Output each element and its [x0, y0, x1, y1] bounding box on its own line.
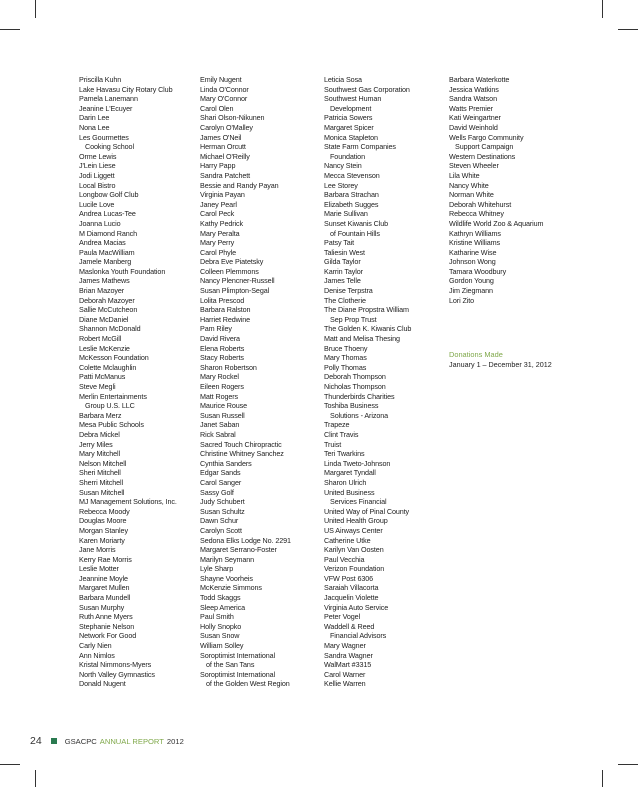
donor-name: US Airways Center: [324, 525, 383, 535]
donor-name: James Telle: [324, 276, 361, 286]
donor-name: Deborah Whitehurst: [449, 199, 512, 209]
donor-name: MJ Management Solutions, Inc.: [79, 497, 177, 507]
donor-name: Mary Wagner: [324, 641, 366, 651]
donor-name: Robert McGill: [79, 334, 122, 344]
donor-name: Lee Storey: [324, 180, 358, 190]
donor-name: Susan Mitchell: [79, 487, 125, 497]
donor-name: Leticia Sosa: [324, 75, 362, 84]
donor-name: Nelson Mitchell: [79, 458, 127, 468]
donor-name: Sleep America: [200, 602, 246, 612]
crop-mark: [0, 29, 20, 30]
donor-name: Susan Schultz: [200, 506, 245, 516]
donor-name: Eileen Rogers: [200, 382, 244, 391]
donor-column-3: [324, 75, 446, 689]
donor-name: M Diamond Ranch: [79, 228, 138, 238]
donor-name: of the Golden West Region: [206, 679, 290, 689]
donor-name: Shari Olson-Nikunen: [200, 113, 265, 123]
donor-name: Marilyn Seymann: [200, 554, 255, 564]
crop-mark: [0, 764, 20, 765]
donor-name: Virginia Payan: [200, 190, 245, 200]
donor-column-2: [200, 75, 322, 689]
donor-name: Johnson Wong: [449, 257, 496, 267]
donor-name: Paula MacWilliam: [79, 247, 135, 257]
donor-name: Margaret Mullen: [79, 583, 130, 593]
crop-mark: [618, 29, 638, 30]
donor-name: Sandra Watson: [449, 94, 497, 104]
donor-name: Dawn Schur: [200, 516, 239, 526]
donor-name: The Clotherie: [324, 295, 366, 305]
donor-name: Kellie Warren: [324, 679, 366, 689]
donor-name: Diane McDaniel: [79, 314, 129, 324]
donor-name: Matt and Melisa Thesing: [324, 334, 400, 344]
donor-name: Barbara Mundell: [79, 593, 131, 603]
donor-name: Deborah Thompson: [324, 372, 386, 382]
donor-name: Denise Terpstra: [324, 286, 373, 296]
donor-name: Marie Sullivan: [324, 209, 368, 219]
donor-name: Sunset Kiwanis Club: [324, 218, 389, 228]
donor-name: Susan Murphy: [79, 602, 125, 612]
donor-name: Morgan Stanley: [79, 525, 128, 535]
donor-name: Carolyn Scott: [200, 525, 242, 535]
donor-name: Orme Lewis: [79, 151, 117, 161]
donor-name: Karilyn Van Oosten: [324, 545, 384, 555]
donor-name: Lyle Sharp: [200, 564, 234, 574]
donor-name: Sedona Elks Lodge No. 2291: [200, 535, 291, 545]
donor-name: Andrea Lucas-Tee: [79, 209, 136, 219]
donor-name: WalMart #3315: [324, 660, 372, 670]
donor-name: Harry Papp: [200, 161, 236, 171]
donor-name: Barbara Merz: [79, 410, 122, 420]
donor-name: Services Financial: [330, 497, 387, 507]
donor-name: Wildlife World Zoo & Aquarium: [449, 218, 544, 228]
donor-name: Herman Orcutt: [200, 142, 246, 152]
donor-name: North Valley Gymnastics: [79, 669, 155, 679]
donor-name: Margaret Tyndall: [324, 468, 376, 478]
donor-name: Jerry Miles: [79, 439, 113, 449]
donor-name: Tamara Woodbury: [449, 266, 507, 276]
donor-name: Debra Mickel: [79, 429, 120, 439]
donor-name: Cynthia Sanders: [200, 458, 252, 468]
donor-name: Sharon Ulrich: [324, 477, 367, 487]
donor-name: Shayne Voorheis: [200, 573, 253, 583]
donor-name: Rebecca Moody: [79, 506, 130, 516]
donor-name: Jessica Watkins: [449, 84, 499, 94]
donor-name: Peter Vogel: [324, 612, 361, 622]
donor-name: Local Bistro: [79, 180, 116, 190]
donor-name: Sherri Mitchell: [79, 477, 124, 487]
donor-name: Maurice Rouse: [200, 401, 248, 411]
donor-name: Janey Pearl: [200, 199, 237, 209]
donor-name: Mary Perry: [200, 238, 235, 248]
donor-name: Leslie McKenzie: [79, 343, 130, 353]
donor-name: Jodi Liggett: [79, 170, 115, 180]
donor-name: Jane Morris: [79, 545, 116, 555]
donor-name: Patsy Tait: [324, 238, 355, 248]
donor-name: Financial Advisors: [330, 631, 387, 641]
donor-name: Elizabeth Sugges: [324, 199, 379, 209]
donor-name: Bessie and Randy Payan: [200, 180, 279, 190]
donor-name: Karen Moriarty: [79, 535, 125, 545]
donor-name: Matt Rogers: [200, 391, 239, 401]
crop-mark: [602, 0, 603, 18]
donor-name: Deborah Mazoyer: [79, 295, 135, 305]
donor-name: Kristine Williams: [449, 238, 501, 248]
donor-name: Maslonka Youth Foundation: [79, 266, 166, 276]
donor-name: Carol Sanger: [200, 477, 242, 487]
donor-name: Mary Rockel: [200, 372, 239, 382]
donor-name: The Diane Propstra William: [324, 305, 409, 315]
page-number: 24: [30, 735, 42, 747]
donor-name: Wells Fargo Community: [449, 132, 524, 142]
donor-name: Taliesin West: [324, 247, 365, 257]
donor-name: J'Lein Liese: [79, 161, 116, 171]
page-footer: [30, 735, 184, 747]
donor-name: Nicholas Thompson: [324, 382, 386, 391]
donor-name: Trapeze: [324, 420, 350, 430]
donor-name: Stacy Roberts: [200, 353, 244, 363]
donor-name: Steven Wheeler: [449, 161, 499, 171]
donor-name: The Golden K. Kiwanis Club: [324, 324, 412, 334]
donor-name: Toshiba Business: [324, 401, 379, 411]
donor-name: Group U.S. LLC: [85, 401, 135, 411]
donor-name: Saraiah Villacorta: [324, 583, 379, 593]
donor-name: Truist: [324, 439, 342, 449]
donor-name: Merlin Entertainments: [79, 391, 147, 401]
donor-name: Kati Weingartner: [449, 113, 501, 123]
donor-name: Donald Nugent: [79, 679, 126, 689]
donor-name: Catherine Utke: [324, 535, 371, 545]
donor-name: William Solley: [200, 641, 244, 651]
donor-name: Susan Russell: [200, 410, 245, 420]
donor-name: Brian Mazoyer: [79, 286, 125, 296]
donor-name: Ann Nimlos: [79, 650, 115, 660]
donor-name: Sandra Wagner: [324, 650, 373, 660]
donor-name: Susan Snow: [200, 631, 240, 641]
donor-name: Sacred Touch Chiropractic: [200, 439, 282, 449]
donor-name: Andrea Macias: [79, 238, 126, 248]
donor-name: James Mathews: [79, 276, 130, 286]
donor-name: Karrin Taylor: [324, 266, 363, 276]
donor-name: Mary Mitchell: [79, 449, 121, 459]
donor-name: of Fountain Hills: [330, 228, 380, 238]
donor-name: Margaret Spicer: [324, 122, 374, 132]
donor-name: Watts Premier: [449, 103, 493, 113]
donor-name: Gilda Taylor: [324, 257, 361, 267]
donor-name: Sep Prop Trust: [330, 314, 377, 324]
crop-mark: [35, 770, 36, 787]
donor-name: Polly Thomas: [324, 362, 367, 372]
donor-name: Mary Peralta: [200, 228, 240, 238]
donor-name: Rebecca Whitney: [449, 209, 504, 219]
donor-name: United Business: [324, 487, 375, 497]
donor-name: James O'Neil: [200, 132, 242, 142]
donations-heading: Donations Made: [449, 350, 503, 359]
donor-name: Kathryn Williams: [449, 228, 501, 238]
donor-name: Development: [330, 103, 372, 113]
donor-name: Sharon Robertson: [200, 362, 257, 372]
donor-column-1: [79, 75, 201, 689]
donor-name: Ruth Anne Myers: [79, 612, 133, 622]
donor-name: Solutions - Arizona: [330, 410, 389, 420]
donor-name: Elena Roberts: [200, 343, 245, 353]
donor-name: Nancy Plencner-Russell: [200, 276, 275, 286]
donor-name: Michael O'Reilly: [200, 151, 250, 161]
donor-name: Jacquelin Violette: [324, 593, 379, 603]
donor-name: Leslie Motter: [79, 564, 119, 574]
donor-name: McKesson Foundation: [79, 353, 149, 363]
donor-name: Pamela Lanemann: [79, 94, 138, 104]
donor-name: Stephanie Nelson: [79, 621, 135, 631]
donor-name: Patti McManus: [79, 372, 126, 382]
donor-name: Norman White: [449, 190, 494, 200]
donor-name: Linda O'Connor: [200, 84, 249, 94]
donor-name: Carol Peck: [200, 209, 235, 219]
donor-name: Carly Nien: [79, 641, 112, 651]
donor-name: Shannon McDonald: [79, 324, 141, 334]
donor-name: Clint Travis: [324, 429, 359, 439]
donor-name: Mary O'Connor: [200, 94, 248, 104]
crop-mark: [602, 770, 603, 787]
donor-name: Lucile Love: [79, 199, 115, 209]
crop-mark: [35, 0, 36, 18]
donor-name: Edgar Sands: [200, 468, 241, 478]
donor-name: Harriet Redwine: [200, 314, 251, 324]
donor-name: Linda Tweto-Johnson: [324, 458, 391, 468]
donor-name: Barbara Ralston: [200, 305, 251, 315]
donor-name: Longbow Golf Club: [79, 190, 139, 200]
donor-name: Emily Nugent: [200, 75, 242, 84]
donor-name: Kerry Rae Morris: [79, 554, 132, 564]
donor-name: Mary Thomas: [324, 353, 367, 363]
donor-name: Barbara Waterkotte: [449, 75, 510, 84]
donor-name: Katharine Wise: [449, 247, 497, 257]
donor-name: Foundation: [330, 151, 365, 161]
donor-name: VFW Post 6306: [324, 573, 374, 583]
donor-name: Kristal Nimmons-Myers: [79, 660, 152, 670]
donor-name: Debra Eve Piatetsky: [200, 257, 264, 267]
donor-name: Joanna Lucio: [79, 218, 121, 228]
donor-name: David Rivera: [200, 334, 240, 344]
donor-name: Verizon Foundation: [324, 564, 385, 574]
donor-name: Nona Lee: [79, 122, 110, 132]
donations-period: January 1 – December 31, 2012: [449, 360, 552, 369]
donor-name: Sheri Mitchell: [79, 468, 121, 478]
donor-name: Steve Megli: [79, 382, 116, 391]
donor-name: United Health Group: [324, 516, 388, 526]
donor-name: Thunderbirds Charities: [324, 391, 395, 401]
footer-report: ANNUAL REPORT: [99, 736, 164, 746]
donor-name: Susan Plimpton-Segal: [200, 286, 270, 296]
donor-name: Soroptimist International: [200, 669, 276, 679]
donor-name: Western Destinations: [449, 151, 516, 161]
donor-name: Teri Twarkins: [324, 449, 365, 459]
donor-name: David Weinhold: [449, 122, 498, 132]
donor-name: Carol Warner: [324, 669, 366, 679]
donor-name: Lila White: [449, 170, 480, 180]
donor-name: Rick Sabral: [200, 429, 236, 439]
footer-year: 2012: [166, 736, 184, 746]
donor-name: Paul Smith: [200, 612, 234, 622]
footer-org: GSACPC: [64, 736, 97, 746]
donor-name: Cooking School: [85, 142, 134, 152]
donor-name: Southwest Human: [324, 94, 382, 104]
donor-name: Jim Ziegmann: [449, 286, 493, 296]
donor-name: Janet Saban: [200, 420, 240, 430]
donor-name: Barbara Strachan: [324, 190, 379, 200]
donor-name: Les Gourmettes: [79, 132, 129, 142]
donor-name: Holly Snopko: [200, 621, 242, 631]
donor-name: Southwest Gas Corporation: [324, 84, 410, 94]
donor-name: Douglas Moore: [79, 516, 127, 526]
donor-name: Support Campaign: [455, 142, 514, 152]
donor-name: United Way of Pinal County: [324, 506, 410, 516]
donor-name: Kathy Pedrick: [200, 218, 244, 228]
donor-name: Carol Olen: [200, 103, 234, 113]
donor-name: Waddell & Reed: [324, 621, 375, 631]
donor-name: Bruce Thoeny: [324, 343, 368, 353]
donor-name: Lori Zito: [449, 295, 475, 305]
donor-name: Darin Lee: [79, 113, 110, 123]
donor-name: Jeannine Moyle: [79, 573, 128, 583]
donor-name: Judy Schubert: [200, 497, 245, 507]
donor-name: Monica Stapleton: [324, 132, 378, 142]
donor-name: State Farm Companies: [324, 142, 396, 152]
donor-name: Mesa Public Schools: [79, 420, 144, 430]
donor-column-4: [449, 75, 571, 305]
donor-name: Lake Havasu City Rotary Club: [79, 84, 173, 94]
donor-name: Sallie McCutcheon: [79, 305, 138, 315]
donor-name: Virginia Auto Service: [324, 602, 389, 612]
donor-name: Sassy Golf: [200, 487, 234, 497]
donor-name: Jeanine L'Ecuyer: [79, 103, 133, 113]
donor-name: Todd Skaggs: [200, 593, 241, 603]
crop-mark: [618, 764, 638, 765]
donor-name: Carol Phyle: [200, 247, 237, 257]
donor-name: Patricia Sowers: [324, 113, 373, 123]
donor-name: Nancy White: [449, 180, 489, 190]
donor-name: of the San Tans: [206, 660, 255, 670]
donor-name: Priscilla Kuhn: [79, 75, 122, 84]
donor-name: Soroptimist International: [200, 650, 276, 660]
donor-name: Mecca Stevenson: [324, 170, 380, 180]
donor-name: Colleen Plemmons: [200, 266, 259, 276]
donor-name: Jamele Manberg: [79, 257, 132, 267]
donor-name: Gordon Young: [449, 276, 494, 286]
donor-name: Christine Whitney Sanchez: [200, 449, 284, 459]
donor-name: Paul Vecchia: [324, 554, 365, 564]
donor-name: Colette Mclaughlin: [79, 362, 137, 372]
donor-name: Carolyn O'Malley: [200, 122, 253, 132]
donor-name: Margaret Serrano-Foster: [200, 545, 277, 555]
donor-name: Nancy Stein: [324, 161, 362, 171]
donor-name: Sandra Patchett: [200, 170, 251, 180]
donor-name: Pam Riley: [200, 324, 232, 334]
donor-name: Network For Good: [79, 631, 137, 641]
square-bullet-icon: [51, 738, 57, 744]
donor-name: Lolita Prescod: [200, 295, 245, 305]
donor-name: McKenzie Simmons: [200, 583, 262, 593]
